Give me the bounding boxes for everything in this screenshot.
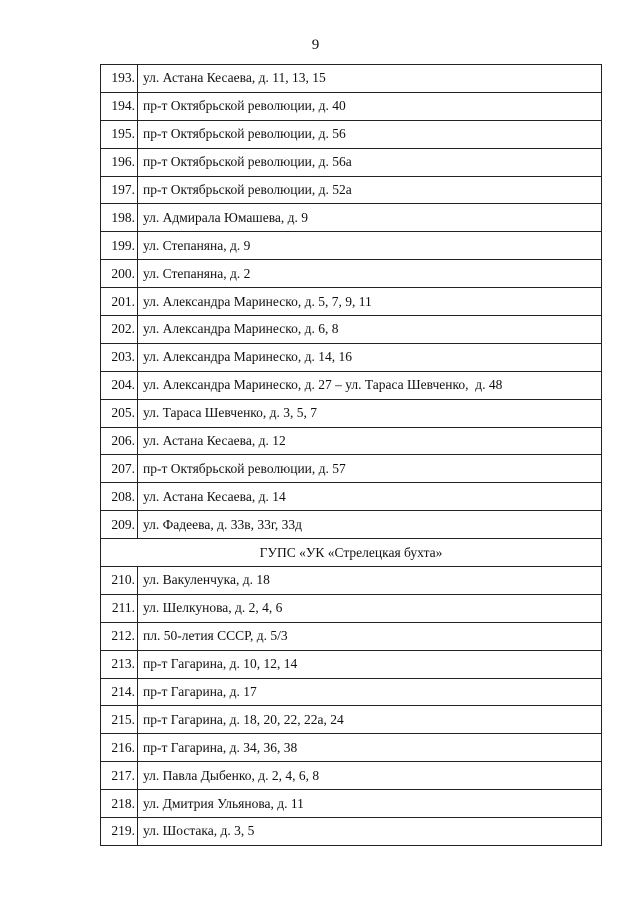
table-row: [101, 204, 602, 232]
row-address: ул. Фадеева, д. 33в, 33г, 33д: [138, 511, 602, 539]
row-number: 198.: [101, 204, 138, 232]
row-number: 213.: [101, 650, 138, 678]
table-row: [101, 148, 602, 176]
table-row: [101, 790, 602, 818]
table-row: [101, 316, 602, 344]
table-row: [101, 65, 602, 93]
row-number: 208.: [101, 483, 138, 511]
section-title: ГУПС «УК «Стрелецкая бухта»: [101, 539, 602, 567]
table-row: [101, 232, 602, 260]
table-row: [101, 343, 602, 371]
row-number: 214.: [101, 678, 138, 706]
row-address: ул. Адмирала Юмашева, д. 9: [138, 204, 602, 232]
row-address: ул. Степаняна, д. 9: [138, 232, 602, 260]
table-row: [101, 818, 602, 846]
address-table: [100, 64, 602, 846]
row-address: ул. Александра Маринеско, д. 27 – ул. Тараса Шевченко, д. 48: [138, 371, 602, 399]
table-row: [101, 120, 602, 148]
row-address: ул. Шостака, д. 3, 5: [138, 818, 602, 846]
row-address: пр-т Гагарина, д. 10, 12, 14: [138, 650, 602, 678]
row-number: 210.: [101, 567, 138, 595]
table-row: [101, 399, 602, 427]
table-row: [101, 483, 602, 511]
row-number: 207.: [101, 455, 138, 483]
row-number: 201.: [101, 288, 138, 316]
row-number: 193.: [101, 65, 138, 93]
row-address: пр-т Октябрьской революции, д. 57: [138, 455, 602, 483]
row-address: ул. Александра Маринеско, д. 6, 8: [138, 316, 602, 344]
table-row: [101, 567, 602, 595]
row-number: 197.: [101, 176, 138, 204]
table-row: [101, 678, 602, 706]
row-address: ул. Павла Дыбенко, д. 2, 4, 6, 8: [138, 762, 602, 790]
table-row: [101, 288, 602, 316]
row-address: ул. Астана Кесаева, д. 14: [138, 483, 602, 511]
page-number: 9: [311, 37, 320, 53]
row-address: ул. Вакуленчука, д. 18: [138, 567, 602, 595]
row-address: пр-т Октябрьской революции, д. 52а: [138, 176, 602, 204]
row-number: 209.: [101, 511, 138, 539]
row-address: ул. Тараса Шевченко, д. 3, 5, 7: [138, 399, 602, 427]
table-row: [101, 427, 602, 455]
table-row: [101, 371, 602, 399]
row-number: 199.: [101, 232, 138, 260]
row-address: пр-т Октябрьской революции, д. 56а: [138, 148, 602, 176]
row-number: 200.: [101, 260, 138, 288]
row-number: 217.: [101, 762, 138, 790]
row-address: пр-т Октябрьской революции, д. 56: [138, 120, 602, 148]
row-number: 206.: [101, 427, 138, 455]
row-address: ул. Астана Кесаева, д. 11, 13, 15: [138, 65, 602, 93]
row-address: пр-т Октябрьской революции, д. 40: [138, 92, 602, 120]
table-row: [101, 260, 602, 288]
row-address: ул. Дмитрия Ульянова, д. 11: [138, 790, 602, 818]
table-row: [101, 511, 602, 539]
row-address: ул. Александра Маринеско, д. 5, 7, 9, 11: [138, 288, 602, 316]
row-number: 212.: [101, 622, 138, 650]
row-number: 196.: [101, 148, 138, 176]
row-number: 219.: [101, 818, 138, 846]
row-address: ул. Степаняна, д. 2: [138, 260, 602, 288]
table-row: [101, 455, 602, 483]
row-number: 204.: [101, 371, 138, 399]
table-row: [101, 92, 602, 120]
table-row: [101, 734, 602, 762]
row-number: 205.: [101, 399, 138, 427]
row-number: 202.: [101, 316, 138, 344]
table-row: [101, 176, 602, 204]
row-address: ул. Шелкунова, д. 2, 4, 6: [138, 594, 602, 622]
section-header-row: [101, 539, 602, 567]
row-address: пл. 50-летия СССР, д. 5/3: [138, 622, 602, 650]
row-number: 195.: [101, 120, 138, 148]
table-row: [101, 594, 602, 622]
row-number: 218.: [101, 790, 138, 818]
row-address: пр-т Гагарина, д. 34, 36, 38: [138, 734, 602, 762]
table-row: [101, 650, 602, 678]
table-row: [101, 622, 602, 650]
row-number: 215.: [101, 706, 138, 734]
table-row: [101, 706, 602, 734]
row-address: пр-т Гагарина, д. 17: [138, 678, 602, 706]
row-address: ул. Астана Кесаева, д. 12: [138, 427, 602, 455]
table-row: [101, 762, 602, 790]
row-address: ул. Александра Маринеско, д. 14, 16: [138, 343, 602, 371]
row-number: 211.: [101, 594, 138, 622]
row-number: 203.: [101, 343, 138, 371]
row-address: пр-т Гагарина, д. 18, 20, 22, 22а, 24: [138, 706, 602, 734]
row-number: 216.: [101, 734, 138, 762]
row-number: 194.: [101, 92, 138, 120]
